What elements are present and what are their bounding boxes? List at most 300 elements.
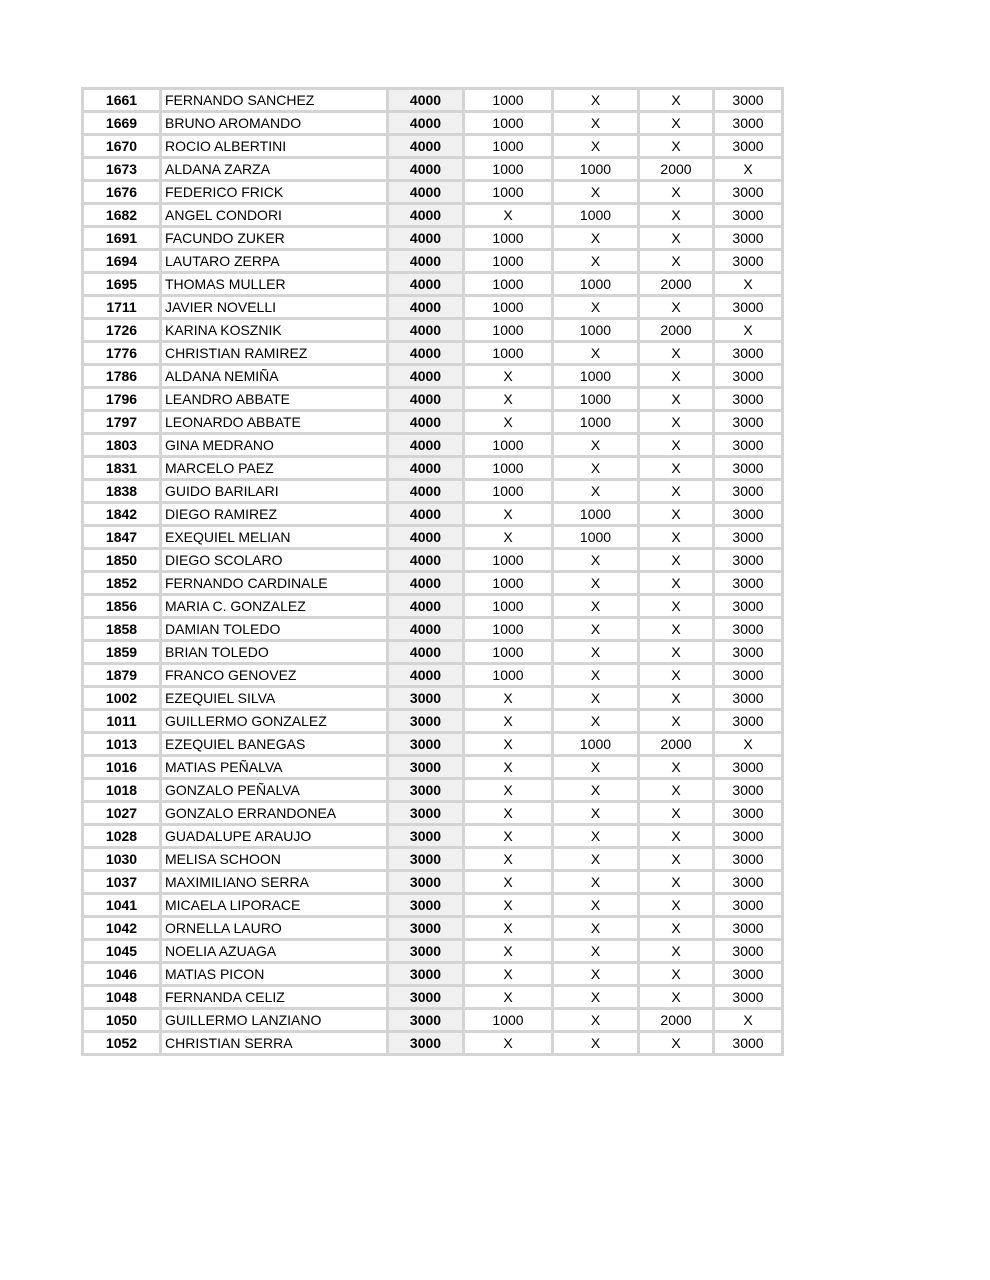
total-cell: 3000: [388, 825, 464, 848]
col-b-cell: X: [553, 894, 639, 917]
col-a-cell: X: [464, 526, 553, 549]
col-c-cell: X: [639, 250, 714, 273]
id-cell: 1011: [83, 710, 161, 733]
col-b-cell: X: [553, 480, 639, 503]
name-cell: KARINA KOSZNIK: [161, 319, 388, 342]
name-cell: THOMAS MULLER: [161, 273, 388, 296]
col-d-cell: 3000: [714, 664, 783, 687]
col-b-cell: X: [553, 89, 639, 112]
name-cell: JAVIER NOVELLI: [161, 296, 388, 319]
col-b-cell: X: [553, 641, 639, 664]
col-c-cell: X: [639, 779, 714, 802]
table-row: [83, 802, 783, 825]
col-a-cell: X: [464, 411, 553, 434]
id-cell: 1682: [83, 204, 161, 227]
col-c-cell: X: [639, 365, 714, 388]
col-a-cell: X: [464, 365, 553, 388]
name-cell: MELISA SCHOON: [161, 848, 388, 871]
name-cell: MARCELO PAEZ: [161, 457, 388, 480]
table-row: [83, 112, 783, 135]
col-c-cell: X: [639, 549, 714, 572]
col-b-cell: 1000: [553, 411, 639, 434]
col-d-cell: 3000: [714, 825, 783, 848]
total-cell: 4000: [388, 319, 464, 342]
col-b-cell: X: [553, 135, 639, 158]
col-d-cell: 3000: [714, 250, 783, 273]
table-row: [83, 572, 783, 595]
id-cell: 1850: [83, 549, 161, 572]
id-cell: 1695: [83, 273, 161, 296]
id-cell: 1858: [83, 618, 161, 641]
name-cell: EZEQUIEL SILVA: [161, 687, 388, 710]
total-cell: 3000: [388, 710, 464, 733]
col-c-cell: X: [639, 641, 714, 664]
col-c-cell: 2000: [639, 319, 714, 342]
name-cell: FERNANDO CARDINALE: [161, 572, 388, 595]
col-d-cell: 3000: [714, 572, 783, 595]
id-cell: 1797: [83, 411, 161, 434]
id-cell: 1041: [83, 894, 161, 917]
total-cell: 3000: [388, 1009, 464, 1032]
table-row: [83, 227, 783, 250]
col-b-cell: X: [553, 710, 639, 733]
col-a-cell: 1000: [464, 342, 553, 365]
name-cell: CHRISTIAN SERRA: [161, 1032, 388, 1055]
id-cell: 1831: [83, 457, 161, 480]
name-cell: MICAELA LIPORACE: [161, 894, 388, 917]
table-row: [83, 1009, 783, 1032]
col-a-cell: 1000: [464, 158, 553, 181]
total-cell: 4000: [388, 434, 464, 457]
col-d-cell: 3000: [714, 848, 783, 871]
id-cell: 1796: [83, 388, 161, 411]
col-c-cell: X: [639, 595, 714, 618]
col-d-cell: 3000: [714, 963, 783, 986]
col-d-cell: 3000: [714, 710, 783, 733]
id-cell: 1046: [83, 963, 161, 986]
table-row: [83, 894, 783, 917]
col-b-cell: X: [553, 802, 639, 825]
col-a-cell: X: [464, 940, 553, 963]
id-cell: 1052: [83, 1032, 161, 1055]
col-c-cell: X: [639, 411, 714, 434]
col-a-cell: 1000: [464, 319, 553, 342]
name-cell: ROCIO ALBERTINI: [161, 135, 388, 158]
total-cell: 4000: [388, 664, 464, 687]
col-d-cell: 3000: [714, 503, 783, 526]
table-row: [83, 388, 783, 411]
id-cell: 1673: [83, 158, 161, 181]
total-cell: 4000: [388, 618, 464, 641]
col-d-cell: 3000: [714, 227, 783, 250]
name-cell: GUILLERMO GONZALEZ: [161, 710, 388, 733]
col-c-cell: X: [639, 756, 714, 779]
name-cell: BRUNO AROMANDO: [161, 112, 388, 135]
col-d-cell: 3000: [714, 181, 783, 204]
col-a-cell: 1000: [464, 296, 553, 319]
name-cell: FACUNDO ZUKER: [161, 227, 388, 250]
id-cell: 1016: [83, 756, 161, 779]
col-d-cell: 3000: [714, 802, 783, 825]
id-cell: 1776: [83, 342, 161, 365]
table-row: [83, 204, 783, 227]
name-cell: ALDANA NEMIÑA: [161, 365, 388, 388]
col-d-cell: X: [714, 319, 783, 342]
col-a-cell: X: [464, 917, 553, 940]
col-b-cell: X: [553, 825, 639, 848]
col-b-cell: X: [553, 181, 639, 204]
col-b-cell: X: [553, 779, 639, 802]
col-b-cell: X: [553, 940, 639, 963]
name-cell: GUILLERMO LANZIANO: [161, 1009, 388, 1032]
col-a-cell: X: [464, 756, 553, 779]
col-b-cell: X: [553, 848, 639, 871]
col-a-cell: 1000: [464, 480, 553, 503]
col-d-cell: 3000: [714, 480, 783, 503]
table-row: [83, 503, 783, 526]
name-cell: GONZALO ERRANDONEA: [161, 802, 388, 825]
col-d-cell: X: [714, 1009, 783, 1032]
total-cell: 3000: [388, 733, 464, 756]
name-cell: EXEQUIEL MELIAN: [161, 526, 388, 549]
name-cell: FEDERICO FRICK: [161, 181, 388, 204]
col-d-cell: X: [714, 158, 783, 181]
col-b-cell: X: [553, 756, 639, 779]
col-d-cell: 3000: [714, 112, 783, 135]
col-b-cell: 1000: [553, 319, 639, 342]
table-row: [83, 181, 783, 204]
col-a-cell: X: [464, 871, 553, 894]
col-d-cell: 3000: [714, 342, 783, 365]
total-cell: 3000: [388, 1032, 464, 1055]
col-c-cell: X: [639, 894, 714, 917]
total-cell: 4000: [388, 572, 464, 595]
col-b-cell: X: [553, 227, 639, 250]
table-row: [83, 342, 783, 365]
total-cell: 4000: [388, 503, 464, 526]
col-d-cell: 3000: [714, 779, 783, 802]
col-b-cell: 1000: [553, 733, 639, 756]
total-cell: 4000: [388, 250, 464, 273]
id-cell: 1803: [83, 434, 161, 457]
col-a-cell: 1000: [464, 112, 553, 135]
data-table: [81, 87, 784, 1056]
name-cell: DAMIAN TOLEDO: [161, 618, 388, 641]
col-b-cell: X: [553, 687, 639, 710]
total-cell: 4000: [388, 526, 464, 549]
total-cell: 4000: [388, 365, 464, 388]
col-b-cell: X: [553, 917, 639, 940]
col-b-cell: X: [553, 871, 639, 894]
col-c-cell: X: [639, 940, 714, 963]
col-a-cell: 1000: [464, 227, 553, 250]
col-a-cell: 1000: [464, 273, 553, 296]
col-a-cell: X: [464, 825, 553, 848]
col-d-cell: 3000: [714, 1032, 783, 1055]
name-cell: LEONARDO ABBATE: [161, 411, 388, 434]
col-a-cell: 1000: [464, 181, 553, 204]
total-cell: 4000: [388, 549, 464, 572]
table-row: [83, 365, 783, 388]
col-b-cell: 1000: [553, 388, 639, 411]
col-c-cell: X: [639, 135, 714, 158]
table-row: [83, 434, 783, 457]
total-cell: 4000: [388, 457, 464, 480]
col-b-cell: 1000: [553, 204, 639, 227]
total-cell: 3000: [388, 779, 464, 802]
col-b-cell: X: [553, 457, 639, 480]
col-d-cell: 3000: [714, 526, 783, 549]
total-cell: 3000: [388, 986, 464, 1009]
col-d-cell: 3000: [714, 756, 783, 779]
col-c-cell: X: [639, 89, 714, 112]
name-cell: DIEGO SCOLARO: [161, 549, 388, 572]
table-row: [83, 250, 783, 273]
id-cell: 1048: [83, 986, 161, 1009]
total-cell: 4000: [388, 296, 464, 319]
id-cell: 1661: [83, 89, 161, 112]
col-c-cell: X: [639, 181, 714, 204]
col-d-cell: 3000: [714, 595, 783, 618]
col-a-cell: 1000: [464, 595, 553, 618]
col-a-cell: 1000: [464, 1009, 553, 1032]
table-row: [83, 986, 783, 1009]
col-d-cell: 3000: [714, 457, 783, 480]
name-cell: MARIA C. GONZALEZ: [161, 595, 388, 618]
id-cell: 1002: [83, 687, 161, 710]
col-a-cell: X: [464, 963, 553, 986]
table-row: [83, 940, 783, 963]
col-c-cell: X: [639, 342, 714, 365]
name-cell: GUIDO BARILARI: [161, 480, 388, 503]
col-d-cell: 3000: [714, 411, 783, 434]
col-c-cell: X: [639, 687, 714, 710]
col-a-cell: 1000: [464, 549, 553, 572]
id-cell: 1050: [83, 1009, 161, 1032]
name-cell: LEANDRO ABBATE: [161, 388, 388, 411]
col-b-cell: X: [553, 1032, 639, 1055]
col-a-cell: X: [464, 1032, 553, 1055]
col-a-cell: X: [464, 894, 553, 917]
col-a-cell: 1000: [464, 250, 553, 273]
col-b-cell: X: [553, 1009, 639, 1032]
name-cell: LAUTARO ZERPA: [161, 250, 388, 273]
col-b-cell: X: [553, 296, 639, 319]
name-cell: ANGEL CONDORI: [161, 204, 388, 227]
total-cell: 3000: [388, 894, 464, 917]
table-row: [83, 319, 783, 342]
table-row: [83, 273, 783, 296]
id-cell: 1691: [83, 227, 161, 250]
col-c-cell: X: [639, 917, 714, 940]
name-cell: NOELIA AZUAGA: [161, 940, 388, 963]
total-cell: 3000: [388, 756, 464, 779]
total-cell: 4000: [388, 204, 464, 227]
col-b-cell: X: [553, 250, 639, 273]
col-a-cell: 1000: [464, 135, 553, 158]
col-d-cell: 3000: [714, 871, 783, 894]
col-d-cell: X: [714, 733, 783, 756]
total-cell: 3000: [388, 687, 464, 710]
total-cell: 4000: [388, 480, 464, 503]
name-cell: FRANCO GENOVEZ: [161, 664, 388, 687]
col-b-cell: X: [553, 963, 639, 986]
table-row: [83, 848, 783, 871]
col-c-cell: X: [639, 227, 714, 250]
table-row: [83, 664, 783, 687]
col-a-cell: X: [464, 503, 553, 526]
col-c-cell: X: [639, 710, 714, 733]
total-cell: 3000: [388, 963, 464, 986]
name-cell: MATIAS PICON: [161, 963, 388, 986]
col-b-cell: X: [553, 572, 639, 595]
id-cell: 1669: [83, 112, 161, 135]
col-d-cell: 3000: [714, 687, 783, 710]
table-row: [83, 756, 783, 779]
col-b-cell: X: [553, 549, 639, 572]
total-cell: 3000: [388, 917, 464, 940]
col-c-cell: X: [639, 986, 714, 1009]
col-d-cell: 3000: [714, 388, 783, 411]
total-cell: 4000: [388, 89, 464, 112]
col-c-cell: X: [639, 480, 714, 503]
total-cell: 4000: [388, 641, 464, 664]
col-c-cell: X: [639, 204, 714, 227]
col-a-cell: X: [464, 388, 553, 411]
col-c-cell: X: [639, 112, 714, 135]
col-a-cell: X: [464, 710, 553, 733]
col-a-cell: X: [464, 779, 553, 802]
col-d-cell: 3000: [714, 894, 783, 917]
id-cell: 1042: [83, 917, 161, 940]
name-cell: BRIAN TOLEDO: [161, 641, 388, 664]
col-c-cell: 2000: [639, 733, 714, 756]
id-cell: 1879: [83, 664, 161, 687]
col-c-cell: X: [639, 802, 714, 825]
name-cell: ORNELLA LAURO: [161, 917, 388, 940]
id-cell: 1018: [83, 779, 161, 802]
col-b-cell: 1000: [553, 503, 639, 526]
col-c-cell: X: [639, 618, 714, 641]
table-row: [83, 710, 783, 733]
col-d-cell: 3000: [714, 940, 783, 963]
col-b-cell: 1000: [553, 365, 639, 388]
col-a-cell: X: [464, 848, 553, 871]
col-c-cell: 2000: [639, 158, 714, 181]
name-cell: CHRISTIAN RAMIREZ: [161, 342, 388, 365]
id-cell: 1013: [83, 733, 161, 756]
col-c-cell: X: [639, 848, 714, 871]
id-cell: 1856: [83, 595, 161, 618]
id-cell: 1670: [83, 135, 161, 158]
id-cell: 1027: [83, 802, 161, 825]
col-a-cell: 1000: [464, 572, 553, 595]
table-row: [83, 549, 783, 572]
col-b-cell: X: [553, 664, 639, 687]
name-cell: GUADALUPE ARAUJO: [161, 825, 388, 848]
col-b-cell: X: [553, 342, 639, 365]
total-cell: 4000: [388, 388, 464, 411]
col-a-cell: X: [464, 802, 553, 825]
col-c-cell: 2000: [639, 1009, 714, 1032]
id-cell: 1859: [83, 641, 161, 664]
col-c-cell: X: [639, 871, 714, 894]
name-cell: MATIAS PEÑALVA: [161, 756, 388, 779]
table-row: [83, 457, 783, 480]
col-d-cell: 3000: [714, 549, 783, 572]
col-c-cell: 2000: [639, 273, 714, 296]
id-cell: 1842: [83, 503, 161, 526]
total-cell: 3000: [388, 940, 464, 963]
total-cell: 4000: [388, 411, 464, 434]
total-cell: 3000: [388, 802, 464, 825]
col-c-cell: X: [639, 388, 714, 411]
col-d-cell: 3000: [714, 434, 783, 457]
col-b-cell: X: [553, 434, 639, 457]
name-cell: GINA MEDRANO: [161, 434, 388, 457]
total-cell: 4000: [388, 273, 464, 296]
col-d-cell: 3000: [714, 365, 783, 388]
table-row: [83, 89, 783, 112]
table-row: [83, 595, 783, 618]
col-b-cell: 1000: [553, 273, 639, 296]
total-cell: 4000: [388, 595, 464, 618]
col-a-cell: X: [464, 204, 553, 227]
col-a-cell: X: [464, 733, 553, 756]
col-c-cell: X: [639, 664, 714, 687]
table-row: [83, 526, 783, 549]
col-c-cell: X: [639, 572, 714, 595]
id-cell: 1676: [83, 181, 161, 204]
col-c-cell: X: [639, 526, 714, 549]
col-d-cell: X: [714, 273, 783, 296]
col-c-cell: X: [639, 296, 714, 319]
total-cell: 4000: [388, 135, 464, 158]
col-c-cell: X: [639, 963, 714, 986]
col-d-cell: 3000: [714, 618, 783, 641]
col-a-cell: 1000: [464, 89, 553, 112]
table-row: [83, 618, 783, 641]
id-cell: 1028: [83, 825, 161, 848]
col-a-cell: 1000: [464, 641, 553, 664]
col-d-cell: 3000: [714, 641, 783, 664]
table-row: [83, 687, 783, 710]
col-d-cell: 3000: [714, 89, 783, 112]
name-cell: EZEQUIEL BANEGAS: [161, 733, 388, 756]
total-cell: 3000: [388, 871, 464, 894]
name-cell: DIEGO RAMIREZ: [161, 503, 388, 526]
table-row: [83, 825, 783, 848]
col-a-cell: X: [464, 986, 553, 1009]
col-a-cell: 1000: [464, 457, 553, 480]
table-body: [83, 89, 783, 1055]
name-cell: FERNANDO SANCHEZ: [161, 89, 388, 112]
col-d-cell: 3000: [714, 204, 783, 227]
table-row: [83, 296, 783, 319]
col-d-cell: 3000: [714, 296, 783, 319]
col-c-cell: X: [639, 434, 714, 457]
table-row: [83, 963, 783, 986]
table-row: [83, 158, 783, 181]
col-b-cell: 1000: [553, 158, 639, 181]
col-b-cell: 1000: [553, 526, 639, 549]
col-c-cell: X: [639, 503, 714, 526]
id-cell: 1726: [83, 319, 161, 342]
table-row: [83, 733, 783, 756]
id-cell: 1037: [83, 871, 161, 894]
id-cell: 1030: [83, 848, 161, 871]
col-c-cell: X: [639, 457, 714, 480]
